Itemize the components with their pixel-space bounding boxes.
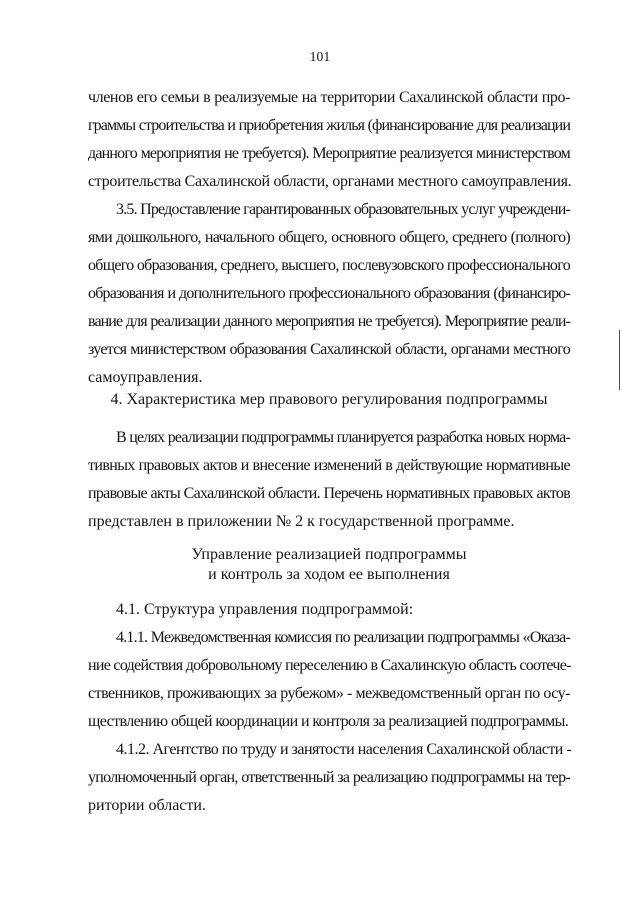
text-line: данного мероприятия не требуется). Мероприятие реализуется министерством (88, 145, 570, 162)
text-line: образования и дополнительного профессионального образования (финансиро- (88, 285, 570, 302)
text-line: членов его семьи в реализуемые на территории Сахалинской области про- (88, 89, 570, 106)
section-heading: 4. Характеристика мер правового регулирования подпрограммы (110, 391, 548, 408)
text-line: строительства Сахалинской области, органами местного самоуправления. (88, 173, 572, 190)
text-line: самоуправления. (88, 369, 203, 386)
text-line: представлен в приложении № 2 к государственной программе. (88, 513, 515, 530)
text-line: тивных правовых актов и внесение изменений в действующие нормативные (88, 457, 570, 474)
text-line: 3.5. Предоставление гарантированных образовательных услуг учреждени- (116, 201, 570, 218)
text-line: ществлению общей координации и контроля за реализацией подпрограммы. (88, 713, 569, 730)
text-line: 4.1.1. Межведомственная комиссия по реализации подпрограммы «Оказа- (116, 629, 570, 646)
text-line: В целях реализации подпрограммы планируется разработка новых норма- (116, 429, 570, 446)
page-number: 101 (309, 49, 331, 64)
text-line: вание для реализации данного мероприятия не требуется). Мероприятие реали- (88, 313, 570, 330)
section-heading: и контроль за ходом ее выполнения (208, 566, 450, 583)
text-line: ние содействия добровольному переселению в Сахалинскую область соотече- (88, 657, 571, 674)
text-line: 4.1.2. Агентство по труду и занятости населения Сахалинской области - (116, 741, 572, 758)
text-line: ственников, проживающих за рубежом» - межведомственный орган по осу- (88, 685, 570, 702)
text-line: граммы строительства и приобретения жилья (финансирование для реализации (88, 117, 570, 134)
text-line: уполномоченный орган, ответственный за реализацию подпрограммы на тер- (88, 769, 570, 786)
text-line: 4.1. Структура управления подпрограммой: (116, 601, 414, 618)
text-line: правовые акты Сахалинской области. Перечень нормативных правовых актов (88, 485, 570, 502)
scan-edge-mark (619, 330, 620, 390)
text-line: ями дошкольного, начального общего, основного общего, среднего (полного) (88, 229, 570, 246)
text-line: ритории области. (88, 797, 206, 814)
section-heading: Управление реализацией подпрограммы (191, 546, 467, 563)
text-line: зуется министерством образования Сахалинской области, органами местного (88, 341, 570, 358)
text-line: общего образования, среднего, высшего, послевузовского профессионального (88, 257, 570, 274)
